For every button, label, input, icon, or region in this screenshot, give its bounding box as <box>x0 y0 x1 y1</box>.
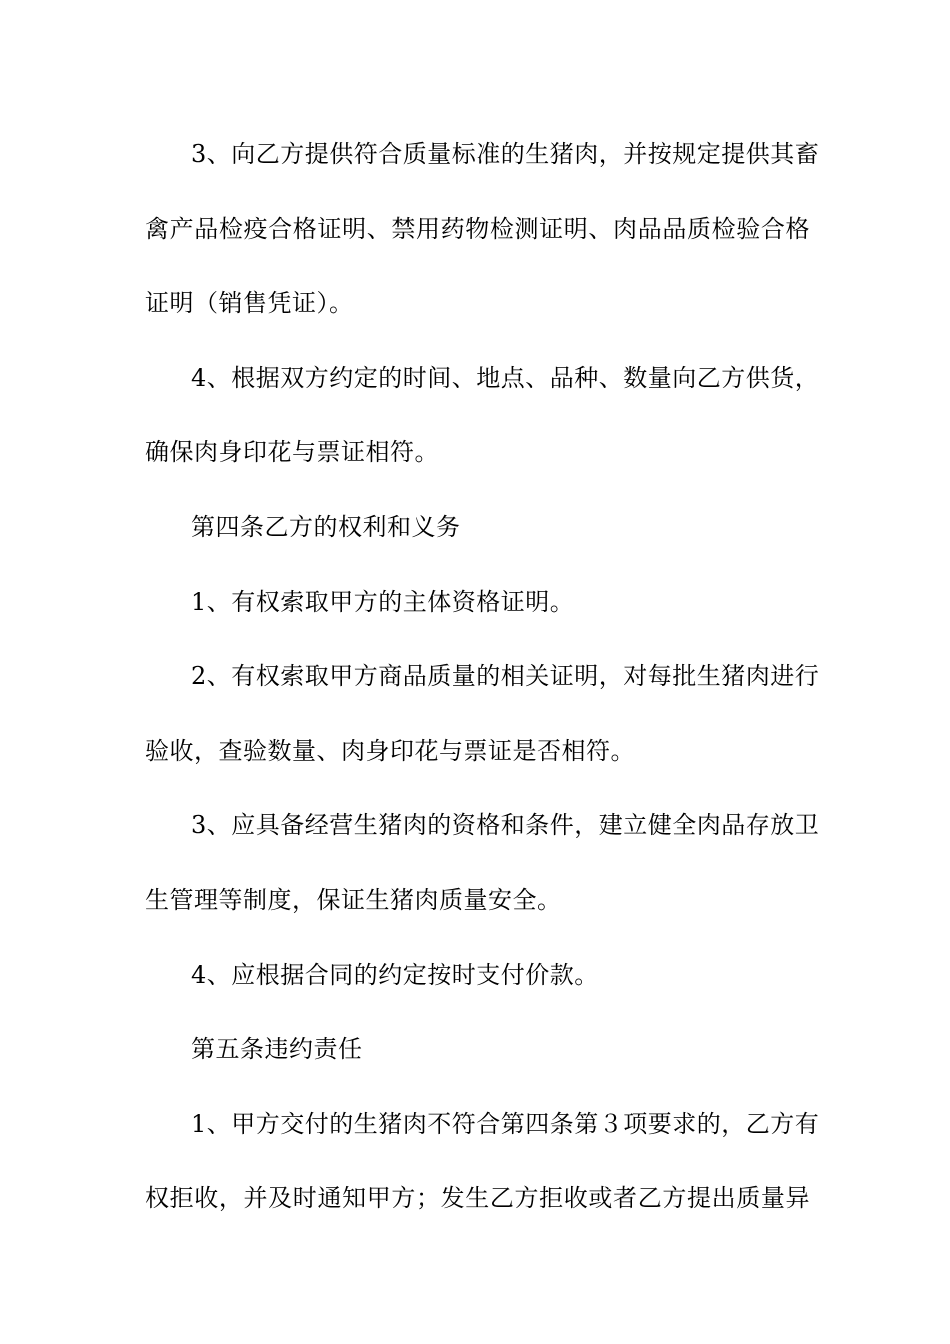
text-line: 2、有权索取甲方商品质量的相关证明，对每批生猪肉进行 <box>191 662 820 691</box>
text-line: 验收，查验数量、肉身印花与票证是否相符。 <box>145 736 635 765</box>
text-line: 1、有权索取甲方的主体资格证明。 <box>191 587 575 616</box>
text-line: 禽产品检疫合格证明、禁用药物检测证明、肉品品质检验合格 <box>145 214 810 243</box>
text-line: 1、甲方交付的生猪肉不符合第四条第３项要求的，乙方有 <box>191 1109 820 1138</box>
text-line: 证明（销售凭证）。 <box>145 289 354 318</box>
text-line: 4、应根据合同的约定按时支付价款。 <box>191 960 599 989</box>
section-heading: 第四条乙方的权利和义务 <box>191 512 461 541</box>
section-heading: 第五条违约责任 <box>191 1035 363 1064</box>
document-body <box>145 132 820 1251</box>
text-line: 生管理等制度，保证生猪肉质量安全。 <box>145 885 562 914</box>
text-line: 确保肉身印花与票证相符。 <box>145 438 439 467</box>
text-line: 3、应具备经营生猪肉的资格和条件，建立健全肉品存放卫 <box>191 811 820 840</box>
text-line: 3、向乙方提供符合质量标准的生猪肉，并按规定提供其畜 <box>191 140 820 168</box>
text-line: 4、根据双方约定的时间、地点、品种、数量向乙方供货， <box>191 363 820 392</box>
text-line: 权拒收，并及时通知甲方；发生乙方拒收或者乙方提出质量异 <box>145 1184 810 1213</box>
